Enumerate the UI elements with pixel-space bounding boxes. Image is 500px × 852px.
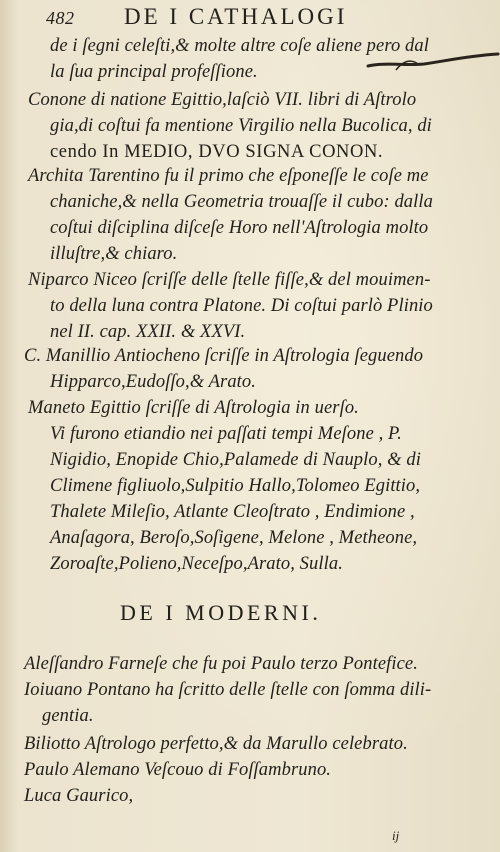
text-line: Anaſagora, Beroſo,Soſigene, Melone , Metheone, xyxy=(50,528,418,548)
text-line: nel II. cap. XXII. & XXVI. xyxy=(50,322,246,342)
text-line: Conone di natione Egittio,laſciò VII. libri di Aſtrolo xyxy=(28,90,417,110)
text-line: Maneto Egittio ſcriſſe di Aſtrologia in uerſo. xyxy=(28,398,359,418)
text-line: Hipparco,Eudoſſo,& Arato. xyxy=(50,372,256,392)
text-line: Archita Tarentino fu il primo che eſponeſſe le coſe me xyxy=(28,166,429,186)
text-line: de i ſegni celeſti,& molte altre coſe aliene pero dal xyxy=(50,36,429,56)
text-line: gia,di coſtui fa mentione Virgilio nella Bucolica, di xyxy=(50,116,432,136)
text-line: Ioiuano Pontano ha ſcritto delle ſtelle con ſomma dili- xyxy=(24,680,432,700)
text-line: Climene figliuolo,Sulpitio Hallo,Tolomeo Egittio, xyxy=(50,476,421,496)
section-title: DE I MODERNI. xyxy=(120,600,322,625)
running-head: DE I CATHALOGI xyxy=(124,4,348,29)
text-line: illuſtre,& chiaro. xyxy=(50,244,178,264)
text-line: Thalete Mileſio, Atlante Cleoſtrato , Endimione , xyxy=(50,502,415,522)
text-line: Zoroaſte,Polieno,Neceſpo,Arato, Sulla. xyxy=(50,554,343,574)
text-line: Niparco Niceo ſcriſſe delle ſtelle fiſſe,& del mouimen- xyxy=(28,270,431,290)
text-line: cendo In MEDIO, DVO SIGNA CONON. xyxy=(50,142,384,162)
text-line: la ſua principal profeſſione. xyxy=(50,62,258,82)
text-line: chaniche,& nella Geometria trouaſſe il cubo: dalla xyxy=(50,192,433,212)
text-line: Vi furono etiandio nei paſſati tempi Meſone , P. xyxy=(50,424,402,444)
text-line: to della luna contra Platone. Di coſtui parlò Plinio xyxy=(50,296,433,316)
text-line: Nigidio, Enopide Chio,Palamede di Nauplo, & di xyxy=(50,450,421,470)
page-number: 482 xyxy=(46,8,75,28)
text-line: Biliotto Aſtrologo perfetto,& da Marullo celebrato. xyxy=(24,734,408,754)
text-line: Paulo Alemano Veſcouo di Foſſambruno. xyxy=(24,760,332,780)
text-line: Luca Gaurico, xyxy=(24,786,134,806)
signature-mark: ij xyxy=(392,828,400,843)
page-header xyxy=(46,4,466,34)
text-line: Aleſſandro Farneſe che fu poi Paulo terzo Pontefice. xyxy=(24,654,418,674)
text-line: coſtui diſciplina diſceſe Horo nell'Aſtrologia molto xyxy=(50,218,429,238)
text-line: gentia. xyxy=(42,706,94,726)
text-line: C. Manillio Antiocheno ſcriſſe in Aſtrologia ſeguendo xyxy=(24,346,424,366)
